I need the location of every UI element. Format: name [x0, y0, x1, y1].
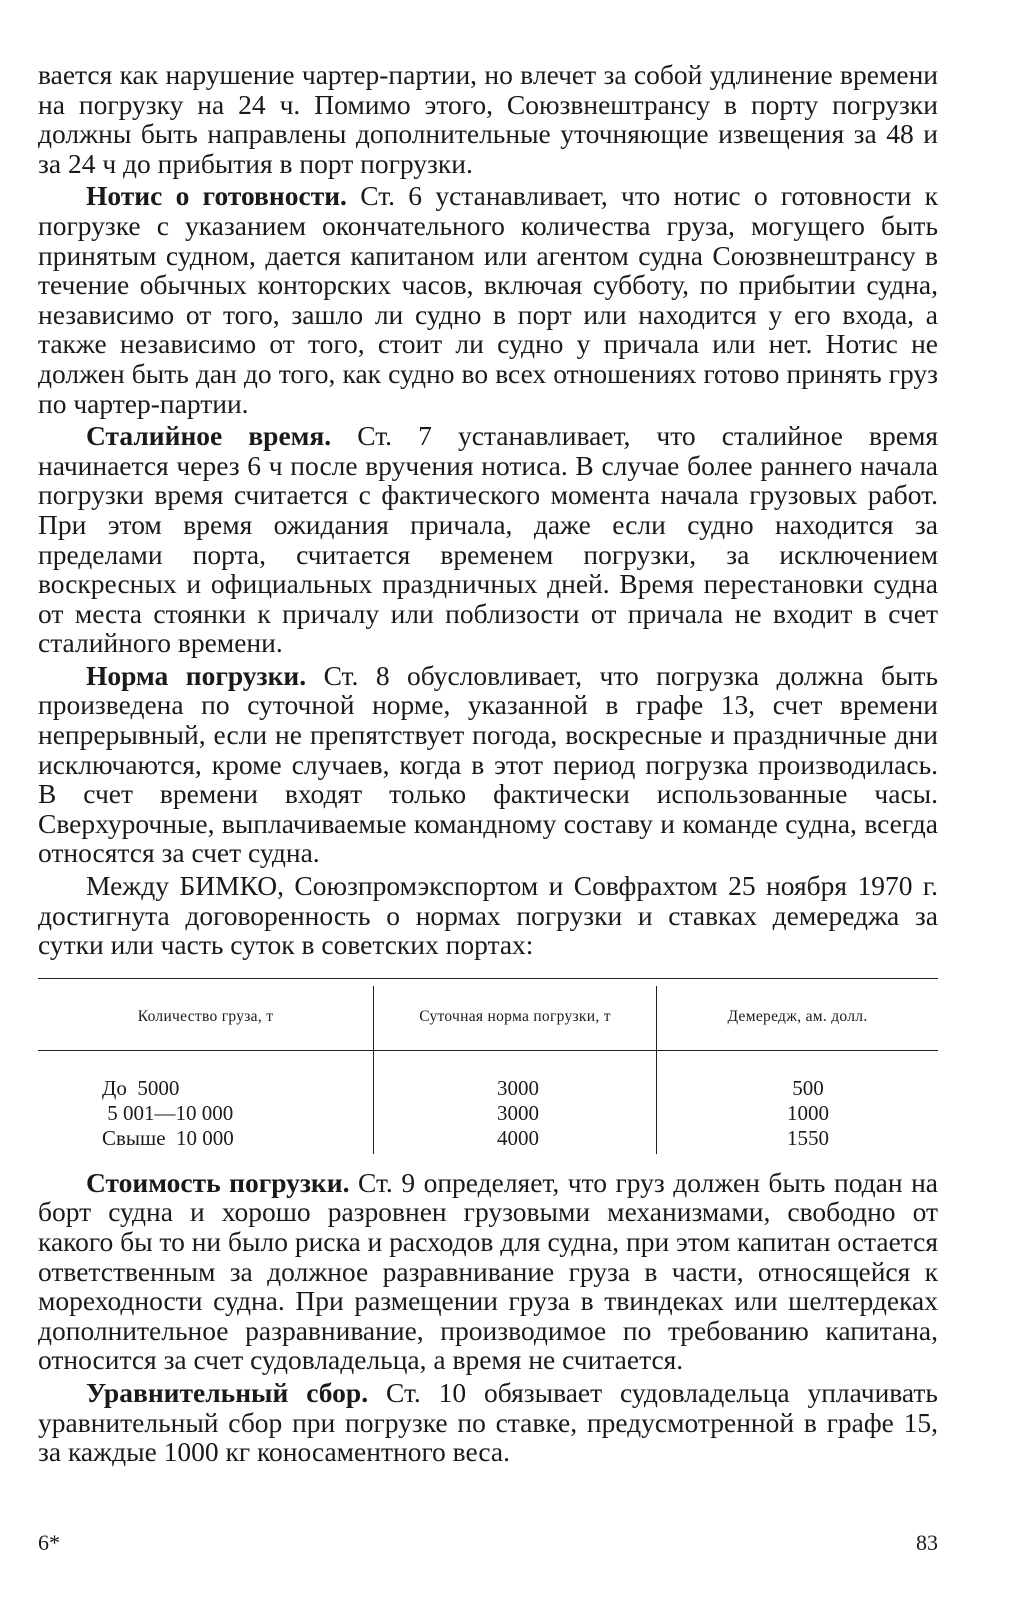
signature-mark: 6* — [38, 1530, 60, 1555]
heading-laytime: Сталийное время. — [86, 420, 332, 452]
table-cell: 1000 — [787, 1100, 829, 1125]
text-notice: Ст. 6 устанавливает, что нотис о готовности к погрузке с указанием окончательного количества груза, могущего быть принятым судном, дается капитаном или агентом судна Союзвнештрансу в течение обычных конторских часов, включая субботу, по прибытии судна, независимо от того, зашло ли судно в порт или находится у его входа, а также независимо от того, стоит ли судно у причала или нет. Нотис не должен быть дан до того, как судно во всех отношениях готово принять груз по чартер-партии. — [38, 180, 938, 419]
paragraph-laytime — [38, 421, 938, 658]
table-cell: 4000 — [497, 1125, 539, 1150]
paragraph-equalization-fee — [38, 1378, 938, 1467]
paragraph-agreement: Между БИМКО, Союзпромэкспортом и Совфрахтом 25 ноября 1970 г. достигнута договоренность о нормах погрузки и ставках демереджа за сутки или часть суток в советских портах: — [38, 870, 938, 961]
table-column-cargo — [102, 1076, 272, 1151]
text-equalization-fee: Ст. 10 обязывает судовладельца уплачивать уравнительный сбор при погрузке по ставке, предусмотренной в графе 15, за каждые 1000 кг коносаментного веса. — [38, 1376, 938, 1468]
table-header-cargo: Количество груза, т — [137, 1007, 274, 1025]
text-laytime: Ст. 7 устанавливает, что сталийное время начинается через 6 ч после вручения нотиса. В случае более раннего начала погрузки время считается с фактического момента начала грузовых работ. При этом время ожидания причала, даже если судно находится за пределами порта, считается временем погрузки, за исключением воскресных и официальных праздничных дней. Время перестановки судна от места стоянки к причалу или поблизости от причала не входит в счет сталийного времени. — [38, 420, 938, 659]
page-number: 83 — [916, 1530, 938, 1555]
table-cell: 1550 — [787, 1125, 829, 1150]
table-cell: 3000 — [497, 1100, 539, 1125]
table-column-rate — [438, 1076, 598, 1151]
table-header-demurrage: Демередж, ам. долл. — [727, 1007, 868, 1025]
table-cell: 500 — [792, 1075, 824, 1100]
table-header-rule — [38, 1050, 938, 1051]
table-header-rate: Суточная норма погрузки, т — [419, 1007, 611, 1025]
table-top-rule — [38, 978, 938, 979]
text-loading-cost: Ст. 9 определяет, что груз должен быть подан на борт судна и хорошо разровнен грузовыми механизмами, свободно от какого бы то ни было риска и расходов для судна, при этом капитан остается ответственным за должное разравнивание груза в части, относящейся к мореходности судна. При размещении груза в твиндеках или шелтердеках дополнительное разравнивание, производимое по требованию капитана, относится за счет судовладельца, а время не считается. — [38, 1166, 938, 1376]
heading-loading-rate: Норма погрузки. — [86, 659, 307, 691]
table-cell: 3000 — [497, 1075, 539, 1100]
paragraph-loading-cost — [38, 1168, 938, 1375]
page-body — [38, 60, 938, 1467]
text-loading-rate: Ст. 8 обусловливает, что погрузка должна быть произведена по суточной норме, указанной в графе 13, счет времени непрерывный, если не препятствует погода, воскресные и праздничные дни исключаются, кроме случаев, когда в этот период погрузка производилась. В счет времени входят только фактически использованные часы. Сверхурочные, выплачиваемые командному составу и команде судна, всегда относятся за счет судна. — [38, 659, 938, 869]
table-cell: 5 001—10 000 — [102, 1100, 234, 1125]
paragraph-intro: вается как нарушение чартер-партии, но влечет за собой удлинение времени на погрузку на 24 ч. Помимо этого, Союзвнештрансу в порту погрузки должны быть направлены дополнительные уточняющие извещения за 48 и за 24 ч до прибытия в порт погрузки. — [38, 59, 938, 179]
table-column-demurrage — [728, 1076, 888, 1151]
heading-equalization-fee: Уравнительный сбор. — [86, 1376, 369, 1408]
heading-notice: Нотис о готовности. — [86, 180, 347, 212]
loading-norms-table — [38, 978, 938, 1154]
paragraph-notice — [38, 181, 938, 418]
table-cell: Свыше 10 000 — [102, 1125, 234, 1150]
heading-loading-cost: Стоимость погрузки. — [86, 1166, 350, 1198]
paragraph-loading-rate — [38, 661, 938, 868]
table-cell: До 5000 — [102, 1075, 180, 1100]
